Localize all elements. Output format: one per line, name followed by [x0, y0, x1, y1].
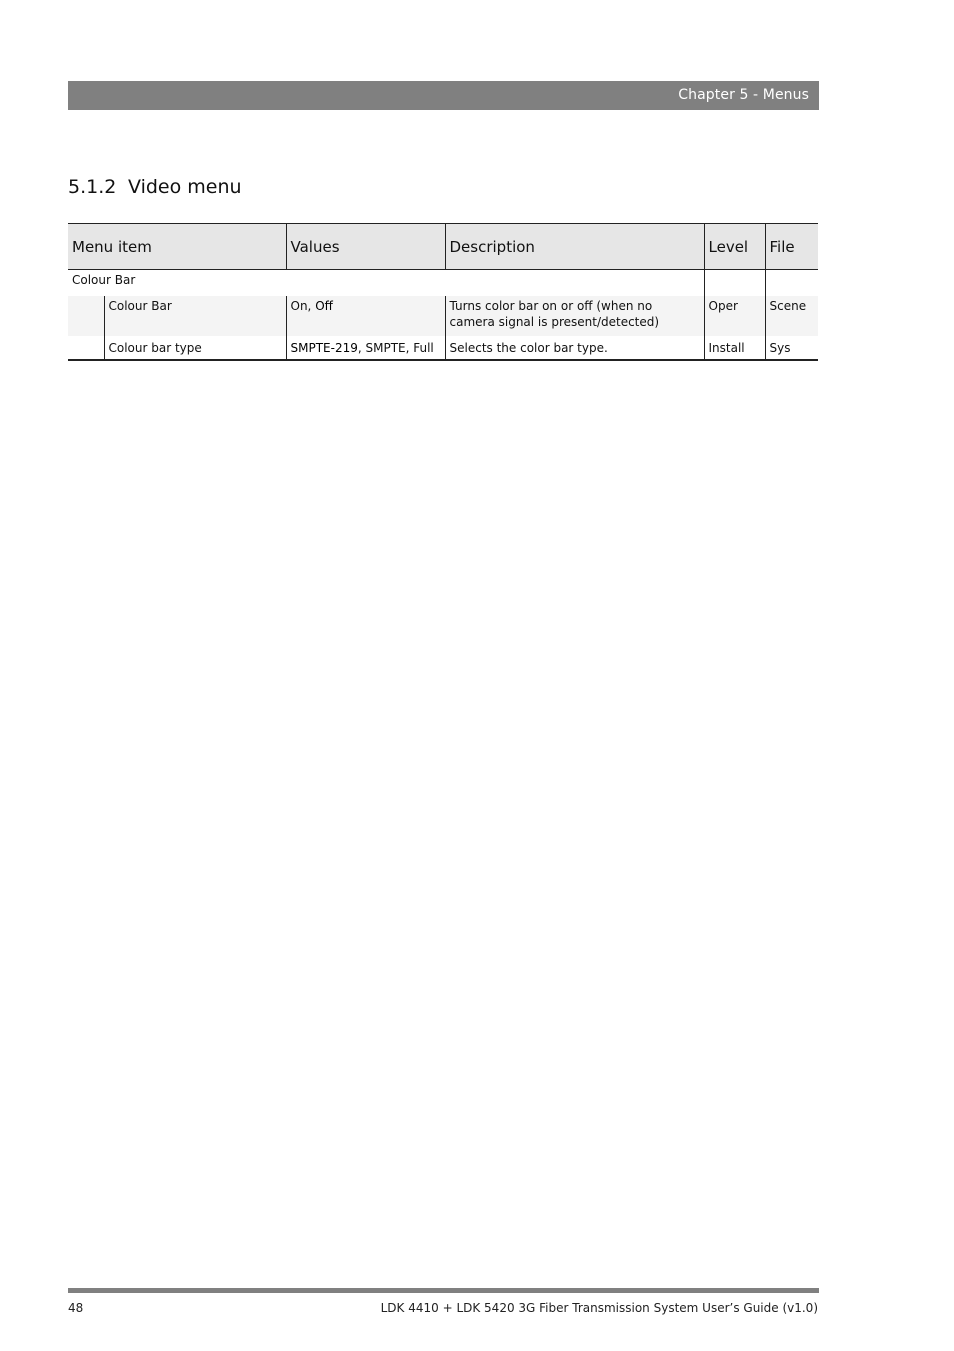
group-label: Colour Bar: [72, 273, 136, 287]
section-number: 5.1.2: [68, 176, 117, 198]
description-cell: Turns color bar on or off (when no camera signal is present/detected): [445, 296, 704, 336]
table-row: [68, 336, 818, 360]
default-value: SMPTE-219: [290, 340, 358, 355]
table-row: [68, 296, 818, 336]
chapter-header-bar: [68, 81, 819, 110]
column-header-level: Level: [704, 224, 765, 270]
menu-item-cell: Colour Bar: [104, 296, 286, 336]
chapter-title: Chapter 5 - Menus: [678, 87, 809, 103]
default-value: Off: [315, 298, 333, 313]
table-header-row: [68, 224, 818, 270]
description-cell: Selects the color bar type.: [445, 336, 704, 360]
column-header-description: Description: [445, 224, 704, 270]
values-cell: SMPTE-219, SMPTE, Full: [286, 336, 445, 360]
video-menu-table: [68, 223, 818, 361]
values-cell: On, Off: [286, 296, 445, 336]
table-group-row: [68, 270, 818, 296]
level-cell: Oper: [704, 296, 765, 336]
column-header-file: File: [765, 224, 818, 270]
file-cell: Scene: [765, 296, 818, 336]
level-cell: Install: [704, 336, 765, 360]
column-header-menu-item: Menu item: [68, 224, 286, 270]
page-number: 48: [68, 1301, 84, 1315]
column-header-values: Values: [286, 224, 445, 270]
menu-item-cell: Colour bar type: [104, 336, 286, 360]
file-cell: Sys: [765, 336, 818, 360]
section-heading: [68, 176, 242, 198]
section-title: Video menu: [128, 176, 242, 198]
document-title: LDK 4410 + LDK 5420 3G Fiber Transmission System User’s Guide (v1.0): [380, 1301, 818, 1315]
footer-rule: [68, 1288, 819, 1293]
